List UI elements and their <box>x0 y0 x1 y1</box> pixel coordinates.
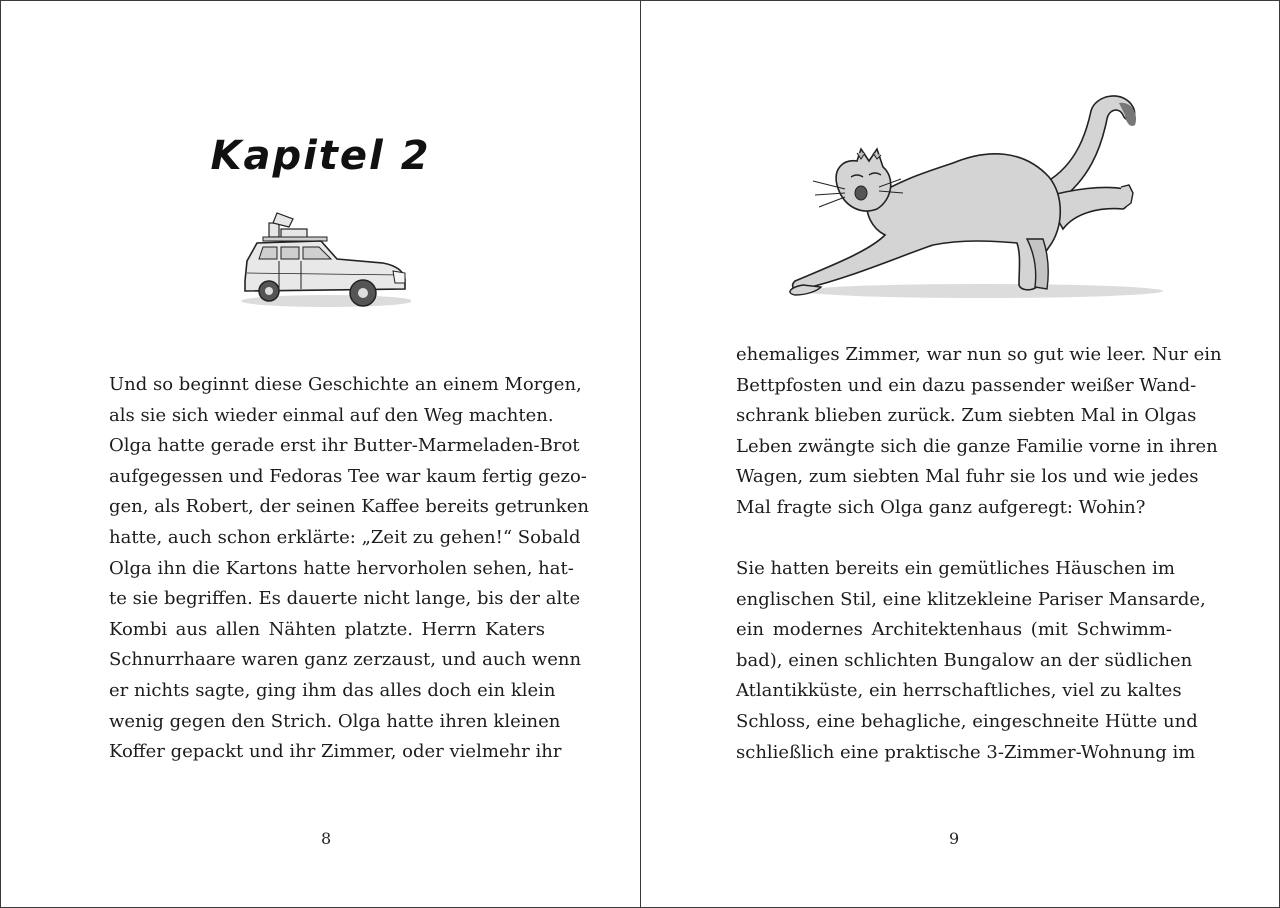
text-line: als sie sich wieder einmal auf den Weg machten. <box>109 404 554 426</box>
text-line: Schnurrhaare waren ganz zerzaust, und auch wenn <box>109 649 582 671</box>
left-page <box>1 1 640 907</box>
text-line: englischen Stil, eine klitzekleine Pariser Mansarde, <box>736 588 1206 610</box>
paragraph-1 <box>736 340 1222 524</box>
text-line: Schloss, eine behagliche, eingeschneite Hütte und <box>736 710 1198 732</box>
text-line: bad), einen schlichten Bungalow an der südlichen <box>736 649 1193 671</box>
text-line: Und so beginnt diese Geschichte an einem Morgen, <box>109 374 582 395</box>
text-line: Mal fragte sich Olga ganz aufgeregt: Wohin? <box>736 496 1146 518</box>
page-number: 8 <box>321 829 332 848</box>
text-line: Olga ihn die Kartons hatte hervorholen sehen, hat- <box>109 557 574 579</box>
text-line: Bettpfosten und ein dazu passender weißer Wand- <box>736 374 1197 396</box>
text-line: Kombi aus allen Nähten platzte. Herrn Katers <box>109 618 545 640</box>
text-line: Sie hatten bereits ein gemütliches Häuschen im <box>736 558 1175 579</box>
text-line: Wagen, zum siebten Mal fuhr sie los und wie jedes <box>736 466 1199 488</box>
text-line: te sie begriffen. Es dauerte nicht lange, bis der alte <box>109 588 581 610</box>
text-line: Koffer gepackt und ihr Zimmer, oder vielmehr ihr <box>109 741 562 763</box>
text-line: Atlantikküste, ein herrschaftliches, viel zu kaltes <box>736 680 1182 702</box>
text-line: ehemaliges Zimmer, war nun so gut wie leer. Nur ein <box>736 344 1222 365</box>
stretching-cat-icon <box>773 89 1173 301</box>
chapter-text <box>109 370 589 768</box>
paragraph-2 <box>736 554 1206 768</box>
page-number: 9 <box>949 829 960 848</box>
chapter-title: Kapitel 2 <box>210 133 431 179</box>
text-line: hatte, auch schon erklärte: „Zeit zu gehen!“ Sobald <box>109 526 581 548</box>
text-line: Olga hatte gerade erst ihr Butter-Marmeladen-Brot <box>109 435 580 457</box>
text-line: aufgegessen und Fedoras Tee war kaum fertig gezo- <box>109 465 587 487</box>
text-line: er nichts sagte, ging ihm das alles doch ein klein <box>109 679 556 701</box>
text-line: wenig gegen den Strich. Olga hatte ihren kleinen <box>109 710 561 732</box>
right-page <box>641 1 1280 907</box>
station-wagon-car-icon <box>233 209 411 321</box>
text-line: gen, als Robert, der seinen Kaffee bereits getrunken <box>109 496 589 518</box>
text-line: Leben zwängte sich die ganze Familie vorne in ihren <box>736 435 1218 457</box>
text-line: schrank blieben zurück. Zum siebten Mal in Olgas <box>736 405 1197 427</box>
text-line: ein modernes Architektenhaus (mit Schwimm- <box>736 619 1172 641</box>
text-line: schließlich eine praktische 3-Zimmer-Wohnung im <box>736 741 1196 763</box>
